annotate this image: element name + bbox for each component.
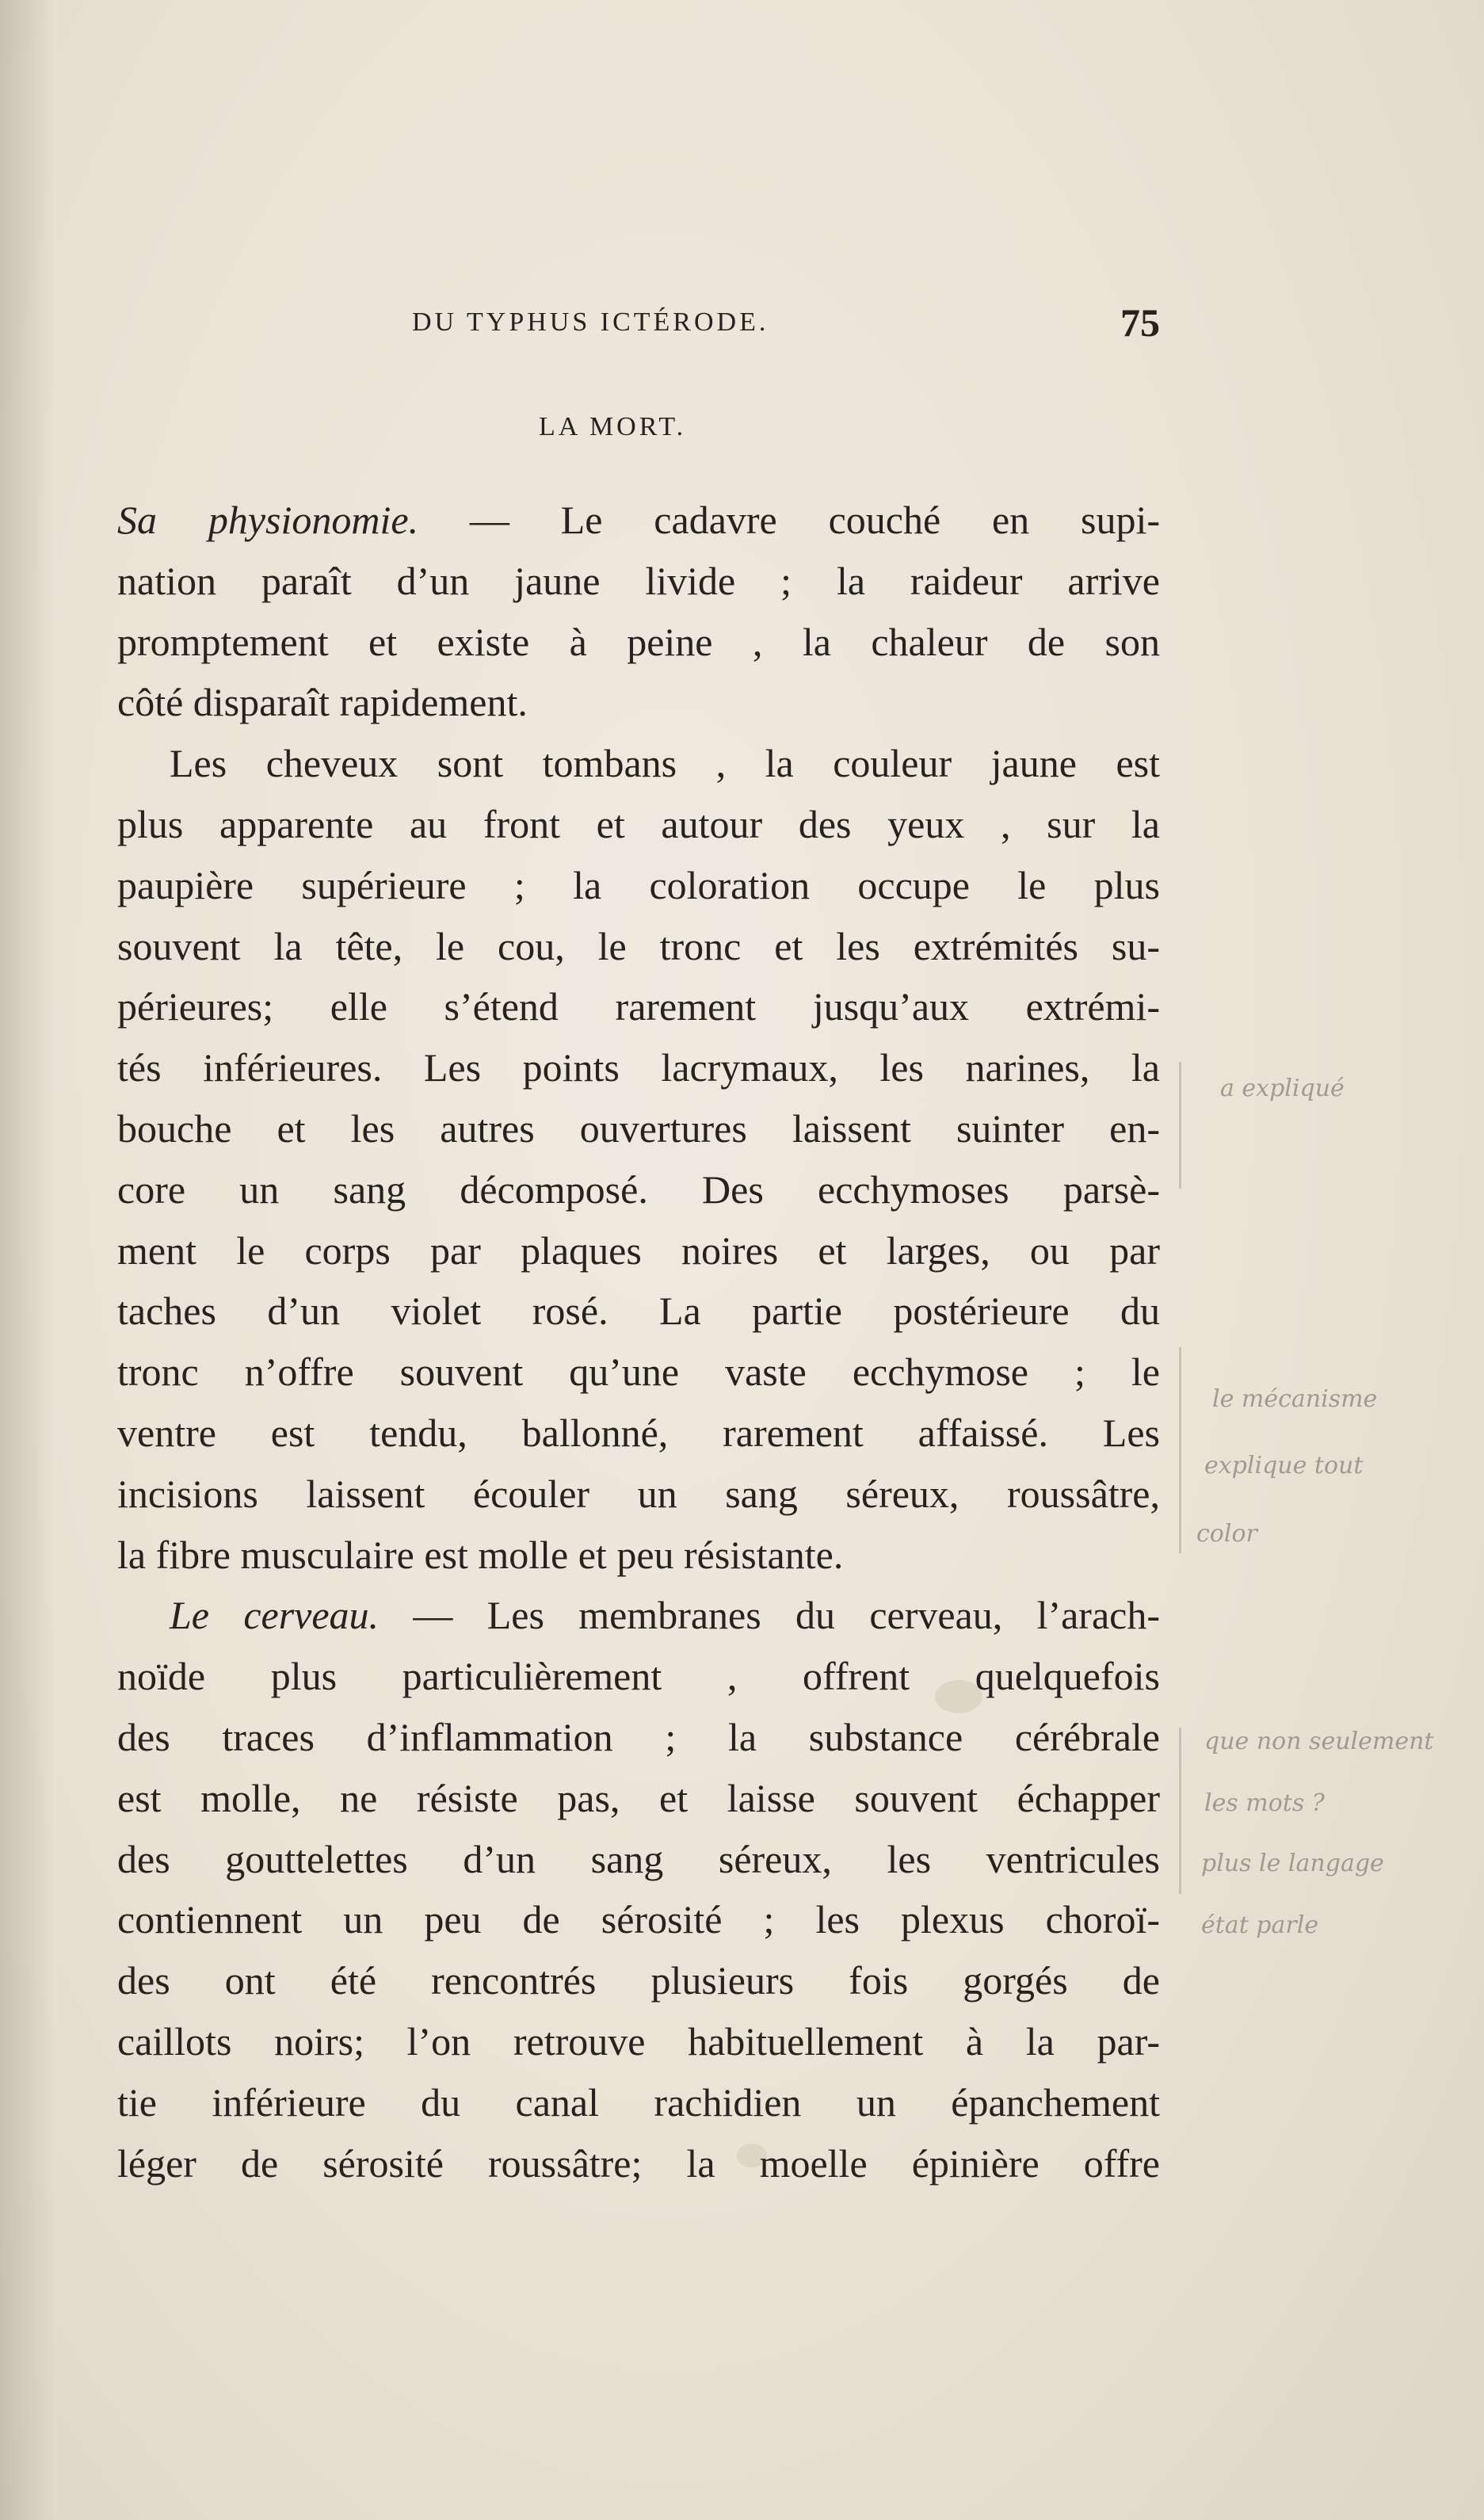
text-line: paupière supérieure ; la coloration occupe le plus [117, 862, 1160, 907]
margin-pencil-line [1179, 1062, 1181, 1189]
margin-pencil-line [1179, 1728, 1181, 1894]
text-line-content: — Les membranes du cerveau, l’arach- [379, 1593, 1160, 1638]
text-line: est molle, ne résiste pas, et laisse souvent échapper [117, 1775, 1160, 1820]
margin-pencil-line [1179, 1347, 1181, 1553]
margin-annotation: les mots ? [1204, 1789, 1325, 1817]
paragraph-label: Le cerveau. [170, 1593, 380, 1638]
text-line: incisions laissent écouler un sang séreux, roussâtre, [117, 1471, 1160, 1516]
text-line: tie inférieure du canal rachidien un épanchement [117, 2079, 1160, 2125]
margin-annotation: color [1196, 1520, 1257, 1548]
margin-annotation: explique tout [1204, 1452, 1364, 1480]
text-line: des gouttelettes d’un sang séreux, les ventricules [117, 1836, 1160, 1881]
text-line-content: — Le cadavre couché en supi- [418, 498, 1160, 542]
page-number: 75 [1120, 300, 1160, 345]
text-line [117, 1585, 1160, 1646]
text-line: ventre est tendu, ballonné, rarement affaissé. Les [117, 1410, 1160, 1455]
margin-annotation: plus le langage [1201, 1850, 1384, 1877]
text-line [117, 490, 1160, 551]
text-line: léger de sérosité roussâtre; la moelle épinière offre [117, 2140, 1160, 2186]
section-heading: LA MORT. [539, 412, 687, 441]
text-line: promptement et existe à peine , la chaleur de son [117, 619, 1160, 664]
margin-annotation: le mécanisme [1212, 1385, 1378, 1413]
body-text [117, 490, 1160, 2194]
text-line: caillots noirs; l’on retrouve habituellement à la par- [117, 2018, 1160, 2064]
text-line: ment le corps par plaques noires et larges, ou par [117, 1228, 1160, 1273]
text-line: taches d’un violet rosé. La partie postérieure du [117, 1289, 1160, 1334]
spine-shadow [0, 0, 55, 2520]
margin-annotation: a expliqué [1220, 1075, 1345, 1102]
text-line: des traces d’inflammation ; la substance cérébrale [117, 1714, 1160, 1759]
text-line: nation paraît d’un jaune livide ; la raideur arrive [117, 558, 1160, 603]
text-line: tronc n’offre souvent qu’une vaste ecchymose ; le [117, 1350, 1160, 1395]
text-line: plus apparente au front et autour des yeux , sur la [117, 801, 1160, 846]
margin-annotation: que non seulement [1204, 1728, 1434, 1755]
text-line: la fibre musculaire est molle et peu résistante. [117, 1532, 844, 1577]
text-line: des ont été rencontrés plusieurs fois gorgés de [117, 1958, 1160, 2003]
text-line: Les cheveux sont tombans , la couleur jaune est [170, 741, 1160, 786]
text-line: bouche et les autres ouvertures laissent suinter en- [117, 1105, 1160, 1151]
text-line: core un sang décomposé. Des ecchymoses parsè- [117, 1166, 1160, 1212]
text-line: noïde plus particulièrement , offrent quelquefois [117, 1654, 1160, 1699]
text-line: tés inférieures. Les points lacrymaux, les narines, la [117, 1045, 1160, 1090]
text-line: périeures; elle s’étend rarement jusqu’aux extrémi- [117, 984, 1160, 1029]
paragraph-label: Sa physionomie. [117, 498, 419, 542]
text-line: côté disparaît rapidement. [117, 680, 528, 725]
running-title: DU TYPHUS ICTÉRODE. [412, 307, 769, 337]
text-line: contiennent un peu de sérosité ; les plexus choroï- [117, 1897, 1160, 1942]
margin-annotation: état parle [1201, 1911, 1319, 1939]
running-head [412, 300, 1160, 347]
text-line: souvent la tête, le cou, le tronc et les extrémités su- [117, 923, 1160, 968]
